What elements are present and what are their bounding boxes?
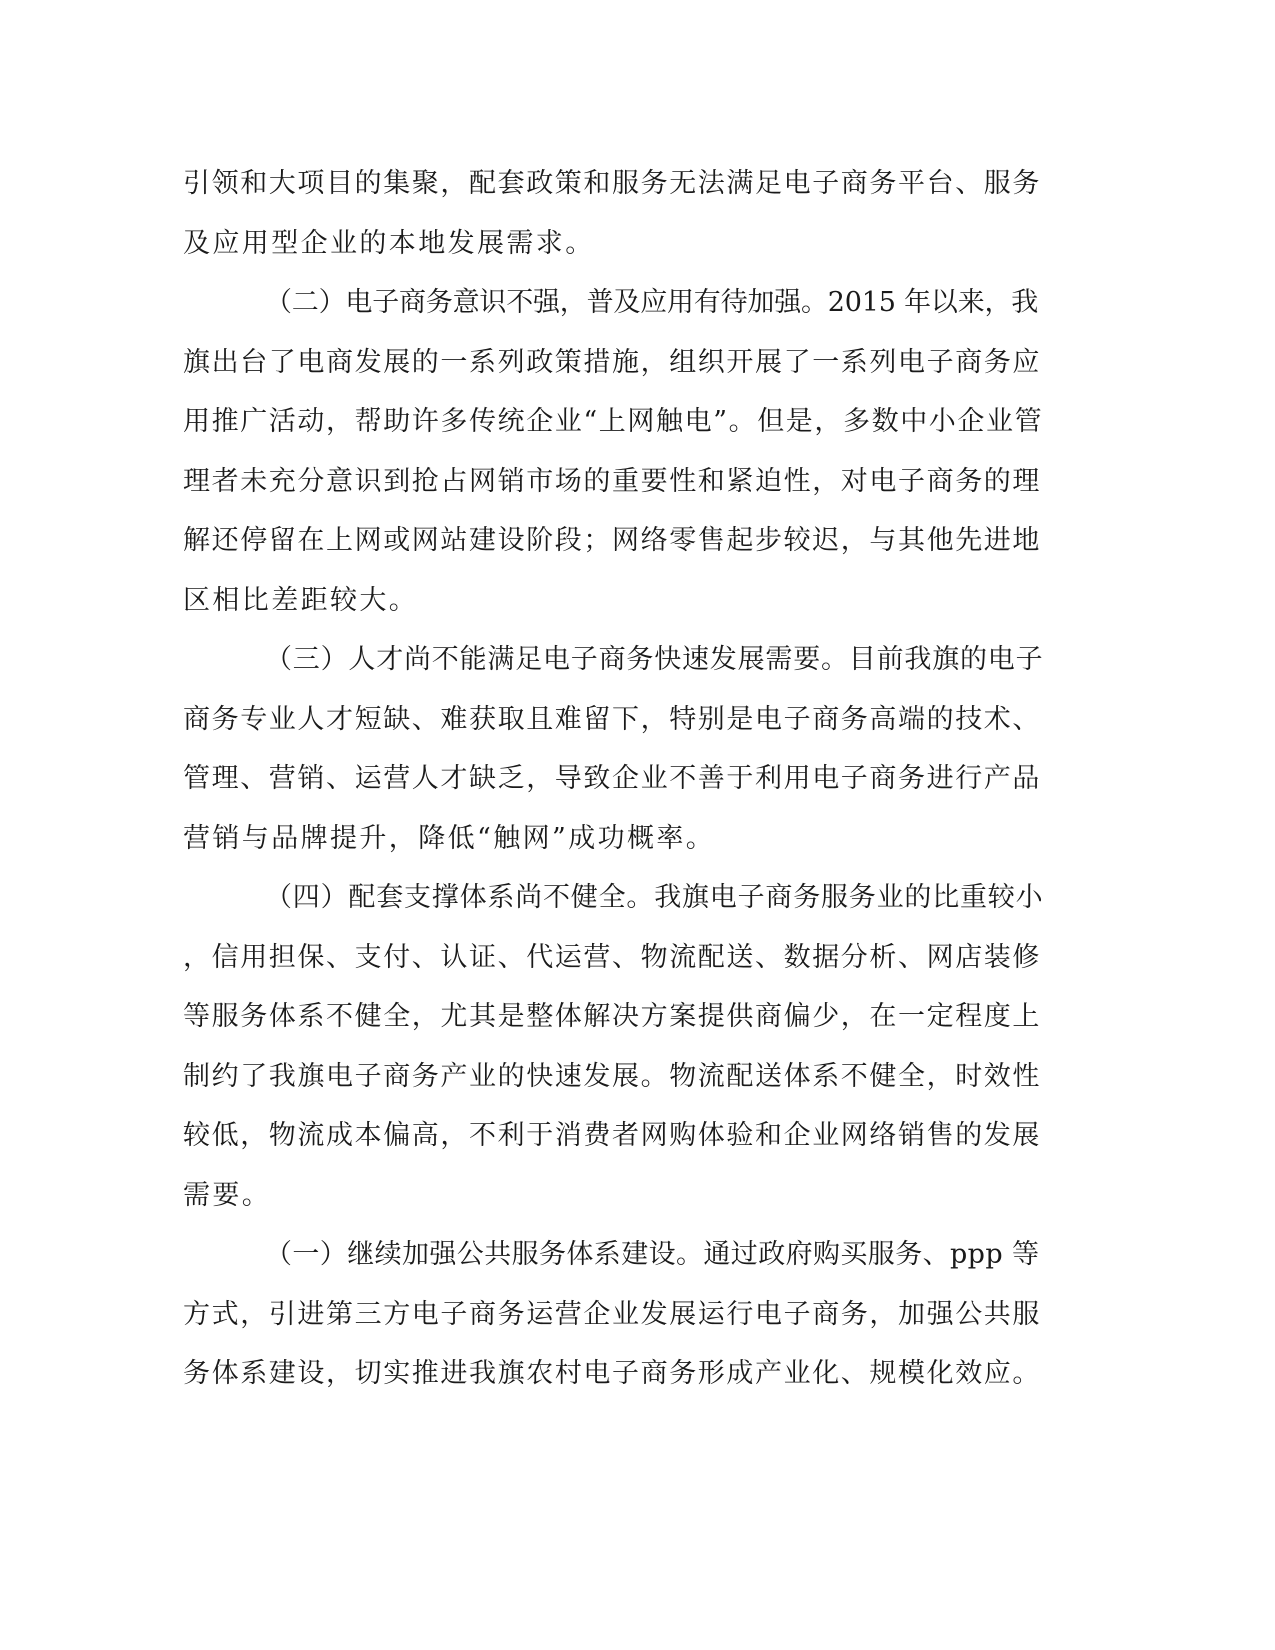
text-line: 商务专业人才短缺、难获取且难留下，特别是电子商务高端的技术、 (183, 703, 1041, 735)
document-body (183, 154, 1043, 1404)
text-line: 制约了我旗电子商务产业的快速发展。物流配送体系不健全，时效性 (183, 1060, 1041, 1092)
text-line: 区相比差距较大。 (183, 584, 419, 616)
text-line: 需要。 (183, 1179, 272, 1211)
text-line: （四）配套支撑体系尚不健全。我旗电子商务服务业的比重较小 (265, 882, 1044, 913)
text-line: （一）继续加强公共服务体系建设。通过政府购买服务、ppp 等 (265, 1239, 1040, 1270)
text-line: 理者未充分意识到抢占网销市场的重要性和紧迫性，对电子商务的理 (183, 465, 1041, 497)
text-line: （三）人才尚不能满足电子商务快速发展需要。目前我旗的电子 (265, 644, 1044, 675)
text-line: 旗出台了电商发展的一系列政策措施，组织开展了一系列电子商务应 (183, 346, 1041, 378)
text-line: 管理、营销、运营人才缺乏，导致企业不善于利用电子商务进行产品 (183, 763, 1041, 794)
text-line: 方式，引进第三方电子商务运营企业发展运行电子商务，加强公共服 (183, 1298, 1041, 1330)
text-line: 引领和大项目的集聚，配套政策和服务无法满足电子商务平台、服务 (183, 168, 1041, 199)
text-line: （二）电子商务意识不强，普及应用有待加强。2015 年以来，我 (265, 287, 1039, 318)
text-line: ，信用担保、支付、认证、代运营、物流配送、数据分析、网店装修 (183, 941, 1041, 973)
text-line: 解还停留在上网或网站建设阶段；网络零售起步较迟，与其他先进地 (183, 525, 1041, 556)
text-line: 营销与品牌提升，降低“触网”成功概率。 (183, 822, 716, 854)
text-line: 务体系建设，切实推进我旗农村电子商务形成产业化、规模化效应。 (183, 1358, 1041, 1389)
text-line: 用推广活动，帮助许多传统企业“上网触电”。但是，多数中小企业管 (183, 406, 1044, 437)
text-line: 较低，物流成本偏高，不利于消费者网购体验和企业网络销售的发展 (183, 1120, 1041, 1151)
text-line: 等服务体系不健全，尤其是整体解决方案提供商偏少，在一定程度上 (183, 1001, 1041, 1032)
text-line: 及应用型企业的本地发展需求。 (183, 227, 595, 259)
